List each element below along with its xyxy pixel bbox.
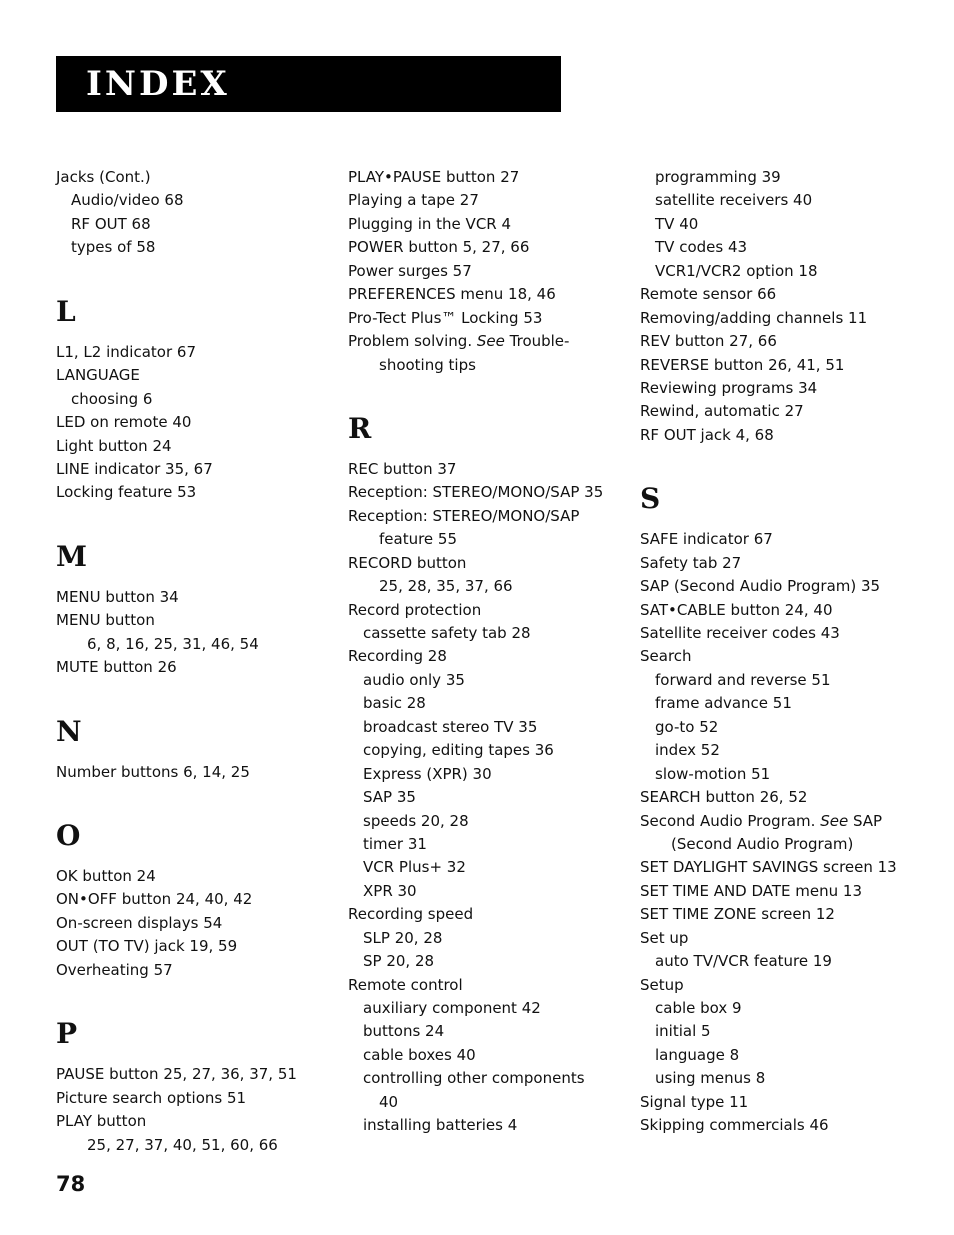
section-spacer [56, 260, 346, 283]
index-subentry: types of 58 [71, 238, 156, 257]
section-spacer [56, 505, 346, 528]
index-subentry: satellite receivers 40 [655, 191, 813, 210]
index-subentry: XPR 30 [363, 881, 417, 900]
index-entry: L1, L2 indicator 67 [56, 342, 196, 361]
index-subentry: shooting tips [379, 355, 476, 374]
index-subentry: index 52 [655, 741, 720, 760]
index-subentry: cable boxes 40 [363, 1045, 476, 1064]
index-entry: Reviewing programs 34 [640, 378, 818, 397]
index-subentry: VCR Plus+ 32 [363, 858, 466, 877]
section-heading: S [640, 482, 661, 516]
index-entry: RECORD button [348, 553, 467, 572]
index-entry: Jacks (Cont.) [56, 168, 151, 186]
index-entry: Satellite receiver codes 43 [640, 624, 840, 642]
section-spacer [56, 784, 346, 807]
index-entry: REC button 37 [348, 459, 457, 478]
index-entry: Light button 24 [56, 436, 172, 455]
index-subentry: choosing 6 [71, 389, 153, 408]
index-entry [640, 810, 930, 833]
index-subentry: controlling other components [363, 1069, 585, 1088]
index-entry: OUT (TO TV) jack 19, 59 [56, 937, 238, 956]
index-entry: Setup [640, 975, 684, 994]
index-entry: Signal type 11 [640, 1092, 749, 1111]
index-subentry: language 8 [655, 1045, 740, 1064]
index-entry: LANGUAGE [56, 366, 140, 385]
index-subentry: SP 20, 28 [363, 952, 435, 971]
index-entry: Locking feature 53 [56, 483, 197, 502]
index-entry: Overheating 57 [56, 960, 173, 979]
section-spacer [348, 377, 638, 400]
section-spacer [640, 447, 930, 470]
index-subentry: RF OUT 68 [71, 214, 151, 233]
index-entry: Search [640, 647, 692, 666]
index-subentry: feature 55 [379, 530, 458, 549]
section-heading: O [56, 819, 81, 852]
index-entry: PREFERENCES menu 18, 46 [348, 285, 556, 304]
index-entry: On-screen displays 54 [56, 913, 223, 932]
index-subentry: using menus 8 [655, 1069, 766, 1088]
index-entry: Plugging in the VCR 4 [348, 214, 512, 233]
index-entry: SAP (Second Audio Program) 35 [640, 577, 881, 596]
index-entry: MUTE button 26 [56, 658, 177, 677]
index-subentry: auxiliary component 42 [363, 999, 541, 1017]
see-reference: See [820, 811, 849, 830]
index-subentry: 6, 8, 16, 25, 31, 46, 54 [87, 634, 259, 653]
index-subentry: 40 [379, 1092, 399, 1111]
index-entry: RF OUT jack 4, 68 [640, 425, 774, 444]
index-entry: Number buttons 6, 14, 25 [56, 762, 250, 781]
see-target: Trouble- [504, 332, 570, 351]
section-heading: M [56, 539, 87, 573]
index-column-2 [348, 166, 638, 1138]
section-heading: L [56, 294, 76, 328]
index-subentry: auto TV/VCR feature 19 [655, 952, 832, 971]
index-column-3 [640, 166, 930, 1138]
index-subentry: timer 31 [363, 834, 427, 853]
index-entry: Removing/adding channels 11 [640, 308, 868, 327]
index-entry: LED on remote 40 [56, 413, 192, 432]
index-entry: Record protection [348, 600, 482, 619]
index-subentry: copying, editing tapes 36 [363, 741, 554, 760]
index-subentry: frame advance 51 [655, 694, 792, 713]
index-subentry: Express (XPR) 30 [363, 764, 492, 783]
index-subentry: broadcast stereo TV 35 [363, 717, 538, 736]
index-subentry: SLP 20, 28 [363, 928, 443, 947]
index-subentry: cable box 9 [655, 999, 742, 1017]
index-entry: Power surges 57 [348, 261, 472, 280]
index-subentry: TV codes 43 [655, 238, 748, 257]
index-subentry: 25, 28, 35, 37, 66 [379, 577, 513, 596]
see-target: SAP [848, 811, 883, 830]
index-entry: REV button 27, 66 [640, 332, 777, 351]
index-entry: POWER button 5, 27, 66 [348, 238, 530, 257]
index-subentry: VCR1/VCR2 option 18 [655, 261, 818, 280]
index-entry: Reception: STEREO/MONO/SAP [348, 506, 580, 525]
index-entry: MENU button [56, 611, 155, 630]
section-spacer [56, 680, 346, 703]
page-title: INDEX [86, 64, 230, 104]
index-entry: Remote sensor 66 [640, 285, 777, 304]
see-reference: See [476, 332, 505, 351]
index-entry: PLAY button [56, 1112, 147, 1131]
index-subentry: (Second Audio Program) [671, 834, 854, 853]
index-entry: PAUSE button 25, 27, 36, 37, 51 [56, 1065, 297, 1084]
index-subentry: Audio/video 68 [71, 191, 184, 210]
index-subentry: buttons 24 [363, 1022, 445, 1041]
index-entry: SET DAYLIGHT SAVINGS screen 13 [640, 858, 897, 877]
index-entry: Skipping commercials 46 [640, 1116, 829, 1135]
section-heading: R [348, 411, 372, 445]
index-entry: LINE indicator 35, 67 [56, 459, 213, 478]
section-heading: P [56, 1017, 78, 1051]
index-entry: ON•OFF button 24, 40, 42 [56, 890, 253, 909]
index-entry: Recording speed [348, 905, 474, 924]
index-subentry: slow-motion 51 [655, 764, 771, 783]
entry-text: Second Audio Program. [640, 811, 816, 830]
index-entry: SET TIME AND DATE menu 13 [640, 881, 863, 900]
index-entry: Playing a tape 27 [348, 191, 479, 210]
index-entry [348, 330, 638, 353]
index-entry: Pro-Tect Plus™ Locking 53 [348, 308, 543, 327]
index-subentry: SAP 35 [363, 788, 416, 807]
index-entry: Rewind, automatic 27 [640, 402, 804, 421]
index-entry: SAFE indicator 67 [640, 530, 773, 549]
index-entry: MENU button 34 [56, 587, 179, 606]
index-subentry: programming 39 [655, 168, 781, 186]
index-entry: SEARCH button 26, 52 [640, 788, 808, 807]
index-entry: PLAY•PAUSE button 27 [348, 168, 520, 186]
index-entry: Safety tab 27 [640, 553, 742, 572]
index-subentry: 25, 27, 37, 40, 51, 60, 66 [87, 1135, 278, 1154]
index-column-1 [56, 166, 346, 1157]
index-subentry: initial 5 [655, 1022, 711, 1041]
index-title-bar [56, 56, 561, 112]
index-subentry: audio only 35 [363, 670, 465, 689]
index-entry: OK button 24 [56, 867, 156, 885]
index-subentry: go-to 52 [655, 717, 719, 736]
index-subentry: cassette safety tab 28 [363, 624, 531, 642]
index-subentry: speeds 20, 28 [363, 811, 469, 830]
index-subentry: forward and reverse 51 [655, 670, 831, 689]
entry-text: Problem solving. [348, 332, 473, 351]
index-entry: REVERSE button 26, 41, 51 [640, 355, 845, 374]
index-entry: Recording 28 [348, 647, 447, 666]
index-entry: SAT•CABLE button 24, 40 [640, 600, 833, 619]
section-spacer [56, 982, 346, 1005]
index-entry: Picture search options 51 [56, 1088, 247, 1107]
section-heading: N [56, 714, 82, 748]
index-entry: Remote control [348, 975, 463, 994]
index-subentry: installing batteries 4 [363, 1116, 518, 1135]
index-entry: Reception: STEREO/MONO/SAP 35 [348, 483, 604, 502]
index-entry: SET TIME ZONE screen 12 [640, 905, 835, 924]
index-subentry: TV 40 [655, 214, 699, 233]
index-subentry: basic 28 [363, 694, 426, 713]
index-entry: Set up [640, 928, 689, 947]
page-number: 78 [56, 1172, 86, 1196]
